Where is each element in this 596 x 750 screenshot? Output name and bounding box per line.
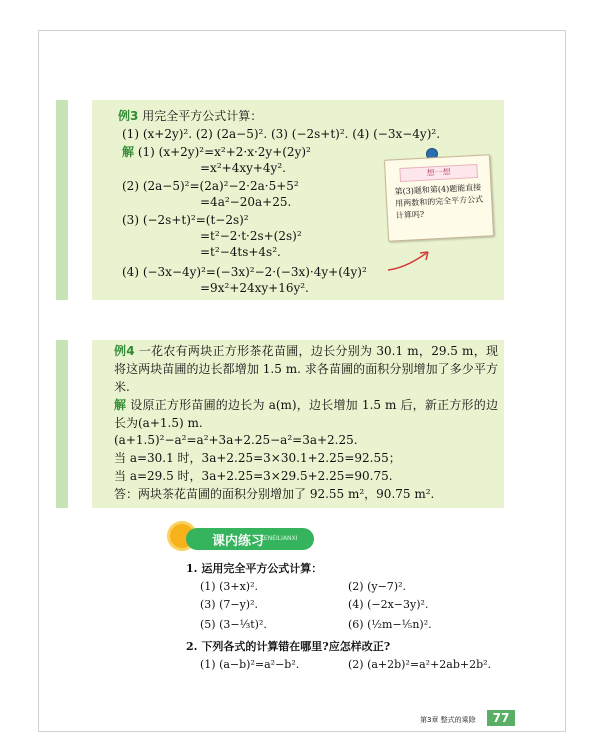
practice-q2-heading: 2. 下列各式的计算错在哪里?应怎样改正? [186, 640, 391, 653]
example3-line: (3) (−2s+t)²=(t−2s)² [122, 213, 249, 227]
example3-line: =t²−4ts+4s². [200, 245, 281, 259]
example3-line: =9x²+24xy+16y². [200, 281, 309, 295]
practice-q1-heading: 1. 运用完全平方公式计算： [186, 562, 323, 575]
example4-line: 答：两块茶花苗圃的面积分别增加了 92.55 m²，90.75 m². [114, 487, 435, 501]
practice-title: 课内练习 [212, 534, 265, 549]
margin-strip [56, 100, 68, 300]
example4-line: 当 a=29.5 时，3a+2.25=3×29.5+2.25=90.75. [114, 469, 393, 483]
example3-line: =4a²−20a+25. [200, 195, 292, 209]
example3-label: 例3 [118, 109, 139, 123]
example4-statement [114, 342, 498, 396]
example3-line: =x²+4xy+4y². [200, 161, 286, 175]
margin-strip [56, 340, 68, 508]
think-box-body: 第(3)题和第(4)题能直接用两数和的完全平方公式计算吗? [394, 182, 484, 221]
practice-q1-item: (2) (y−7)². [348, 580, 406, 593]
example4-label: 例4 [114, 344, 135, 358]
example4-solution-intro [114, 396, 498, 432]
think-box-title: 想一想 [399, 164, 478, 182]
think-box [384, 154, 494, 241]
example3-line: =t²−2·t·2s+(2s)² [200, 229, 302, 243]
practice-q1-item: (1) (3+x)². [200, 580, 258, 593]
example3-line: (2) (2a−5)²=(2a)²−2·2a·5+5² [122, 179, 299, 193]
example4-solution-label: 解 [114, 398, 127, 412]
practice-q1-item: (3) (7−y)². [200, 598, 258, 611]
practice-banner [186, 528, 314, 550]
example3-heading-text: 用完全平方公式计算： [142, 109, 263, 123]
example4-line: (a+1.5)²−a²=a²+3a+2.25−a²=3a+2.25. [114, 433, 358, 447]
page-number: 77 [487, 710, 515, 726]
practice-q1-item: (4) (−2x−3y)². [348, 598, 429, 611]
practice-subtitle: KENEILIANXI [260, 535, 298, 542]
arrow-icon [386, 244, 436, 274]
example4-statement-text: 一花农有两块正方形茶花苗圃，边长分别为 30.1 m，29.5 m，现将这两块苗圃的边长都增加 1.5 m. 求各苗圃的面积分别增加了多少平方米. [114, 344, 498, 394]
example3-solution-label: 解 [122, 145, 135, 159]
example4-solution-text: 设原正方形苗圃的边长为 a(m)，边长增加 1.5 m 后，新正方形的边长为(a+1.5) m. [114, 398, 498, 430]
practice-q2-item: (1) (a−b)²=a²−b². [200, 658, 300, 671]
example3-solution-line-1 [122, 144, 311, 160]
practice-q1-item: (5) (3−⅓t)². [200, 618, 267, 631]
practice-q1-item: (6) (½m−⅕n)². [348, 618, 432, 631]
example4-line: 当 a=30.1 时，3a+2.25=3×30.1+2.25=92.55； [114, 451, 401, 465]
example3-line: (1) (x+2y)²=x²+2·x·2y+(2y)² [137, 145, 311, 159]
practice-q2-item: (2) (a+2b)²=a²+2ab+2b². [348, 658, 492, 671]
example3-heading [118, 108, 262, 124]
example3-problems: (1) (x+2y)². (2) (2a−5)². (3) (−2s+t)². (4) (−3x−4y)². [122, 127, 441, 141]
example3-line: (4) (−3x−4y)²=(−3x)²−2·(−3x)·4y+(4y)² [122, 265, 367, 279]
chapter-footer: 第3章 整式的乘除 [420, 716, 476, 724]
